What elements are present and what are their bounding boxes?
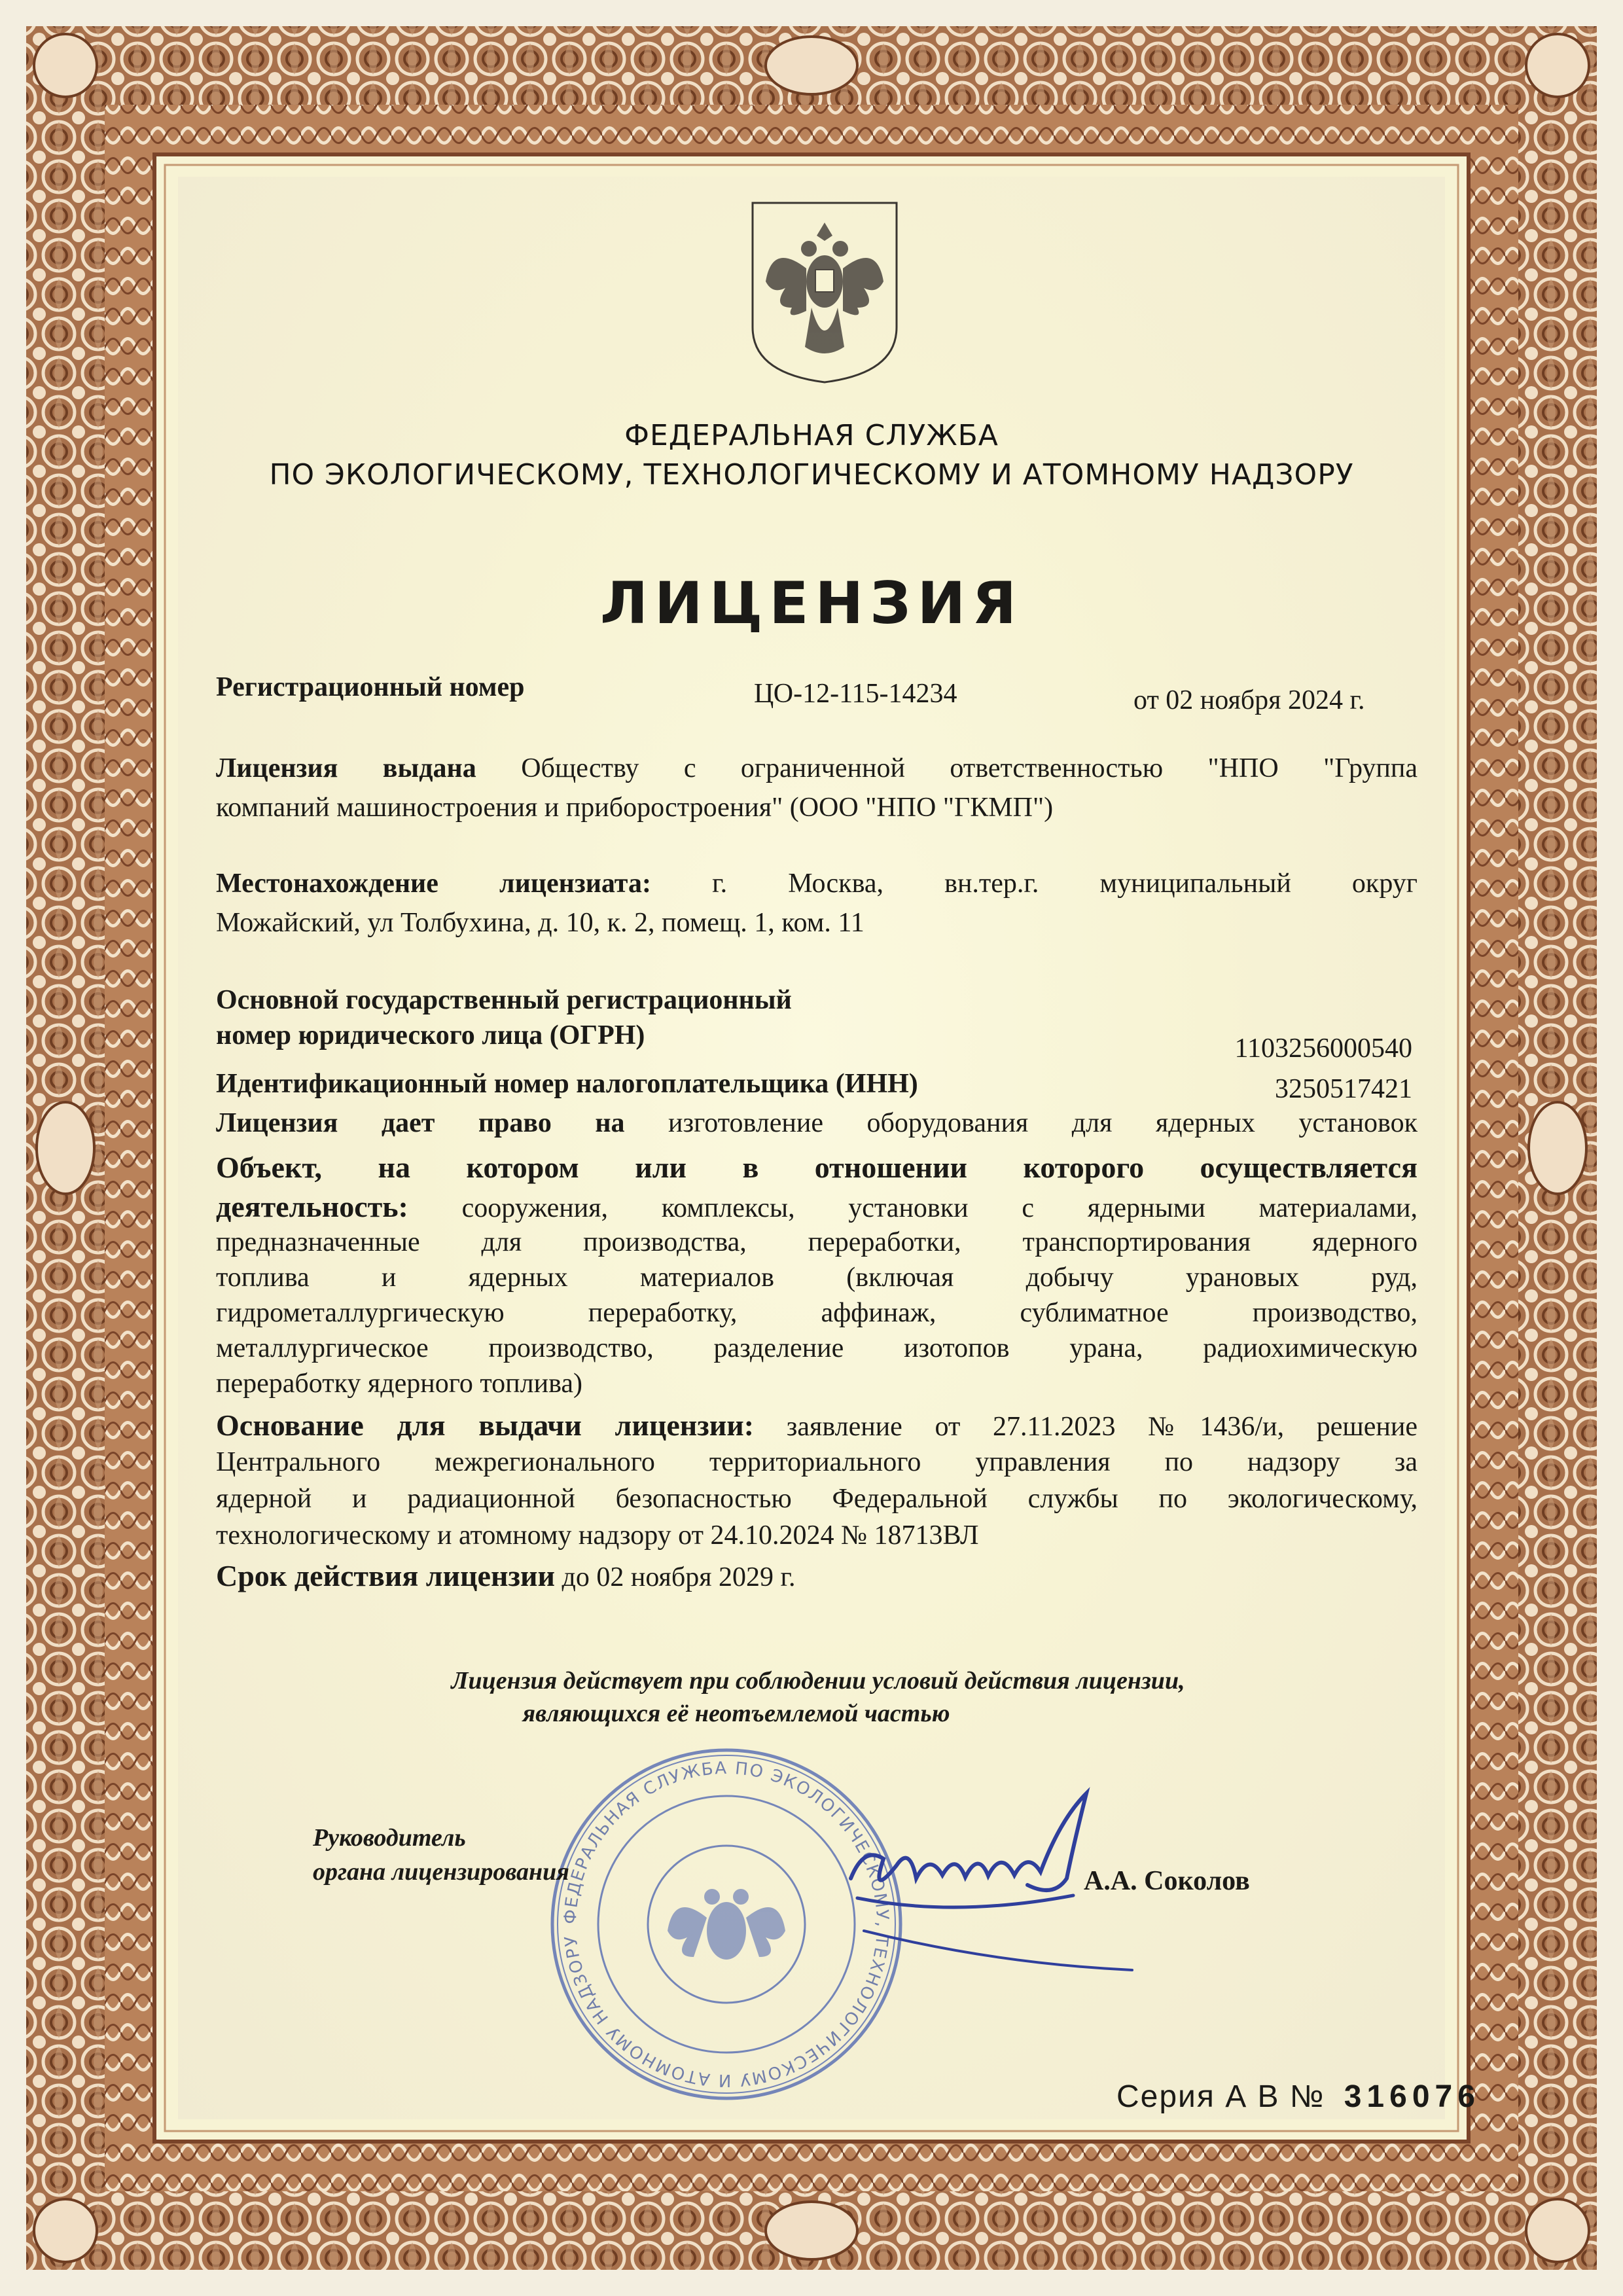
- ogrn-label-line2: номер юридического лица (ОГРН): [216, 1020, 645, 1050]
- registration-date: от 02 ноября 2024 г.: [1133, 685, 1365, 715]
- object-value-line3: топлива и ядерных материалов (включая добычу урановых руд,: [216, 1263, 1418, 1293]
- basis-value-line1: заявление от 27.11.2023 №1436/и, решение: [786, 1412, 1418, 1442]
- right-label: Лицензия дает право на: [216, 1108, 625, 1138]
- object-value-line5: металлургическое производство, разделение изотопов урана, радиохимическую: [216, 1333, 1418, 1363]
- coat-of-arms-icon: [746, 196, 903, 386]
- validity-line: [216, 1558, 796, 1596]
- issued-to-value-line1: Обществу с ограниченной ответственностью "НПО "Группа: [521, 753, 1418, 783]
- ogrn-value: 1103256000540: [1234, 1033, 1412, 1064]
- registration-label: Регистрационный номер: [216, 672, 525, 702]
- agency-name-line2: ПО ЭКОЛОГИЧЕСКОМУ, ТЕХНОЛОГИЧЕСКОМУ И АТОМНОМУ НАДЗОРУ: [269, 458, 1354, 492]
- issued-to-label: Лицензия выдана: [216, 753, 476, 783]
- basis-label: Основание для выдачи лицензии:: [216, 1408, 755, 1442]
- location-line1: [216, 865, 1418, 902]
- seal-lettering: ФЕДЕРАЛЬНАЯ СЛУЖБА ПО ЭКОЛОГИЧЕСКОМУ, ТЕХНОЛОГИЧЕСКОМУ И АТОМНОМУ НАДЗОРУ: [560, 1758, 893, 2090]
- location-value-line1: г. Москва, вн.тер.г. муниципальный округ: [712, 869, 1418, 899]
- issued-to-value-line2: компаний машиностроения и приборостроения" (ООО "НПО "ГКМП"): [216, 793, 1054, 823]
- basis-value-line4: технологическому и атомному надзору от 24.10.2024 № 18713ВЛ: [216, 1520, 979, 1551]
- signatory-name: А.А. Соколов: [1084, 1866, 1250, 1896]
- series-number: [1116, 2079, 1480, 2115]
- object-label-line2: деятельность:: [216, 1190, 408, 1223]
- object-value-line2: предназначенные для производства, переработки, транспортирования ядерного: [216, 1227, 1418, 1257]
- signatory-role-line1: Руководитель: [313, 1824, 466, 1852]
- signatory-role-line2: органа лицензирования: [313, 1858, 569, 1886]
- document-title: ЛИЦЕНЗИЯ: [599, 569, 1024, 637]
- basis-line1: [216, 1407, 1418, 1445]
- agency-name-line1: ФЕДЕРАЛЬНАЯ СЛУЖБА: [624, 419, 999, 452]
- object-value-line4: гидрометаллургическую переработку, аффинаж, сублиматное производство,: [216, 1298, 1418, 1328]
- inn-value: 3250517421: [1275, 1074, 1412, 1104]
- basis-value-line3: ядерной и радиационной безопасностью Федеральной службы по экологическому,: [216, 1484, 1418, 1514]
- ogrn-label-line1: Основной государственный регистрационный: [216, 985, 792, 1015]
- validity-value: до 02 ноября 2029 г.: [562, 1562, 796, 1592]
- location-value-line2: Можайский, ул Толбухина, д. 10, к. 2, помещ. 1, ком. 11: [216, 908, 865, 938]
- right-line: [216, 1105, 1418, 1141]
- registration-number: ЦО-12-115-14234: [754, 679, 957, 709]
- object-value-line6: переработку ядерного топлива): [216, 1369, 582, 1399]
- conditions-note-line1: Лицензия действует при соблюдении условий действия лицензии,: [451, 1667, 1185, 1695]
- series-digits: 316076: [1344, 2079, 1480, 2114]
- object-line1: [216, 1189, 1418, 1227]
- object-label-line1: Объект, на котором или в отношении которого осуществляется: [216, 1151, 1418, 1184]
- location-label: Местонахождение лицензиата:: [216, 869, 651, 899]
- basis-value-line2: Центрального межрегионального территориального управления по надзору за: [216, 1447, 1418, 1477]
- issued-to-line1: [216, 750, 1418, 787]
- inn-label: Идентификационный номер налогоплательщика (ИНН): [216, 1069, 918, 1099]
- right-value: изготовление оборудования для ядерных установок: [668, 1108, 1418, 1138]
- conditions-note-line2: являющихся её неотъемлемой частью: [522, 1700, 950, 1727]
- validity-label: Срок действия лицензии: [216, 1559, 555, 1592]
- object-value-line1: сооружения, комплексы, установки с ядерными материалами,: [461, 1193, 1418, 1223]
- series-label: Серия А В №: [1116, 2079, 1325, 2114]
